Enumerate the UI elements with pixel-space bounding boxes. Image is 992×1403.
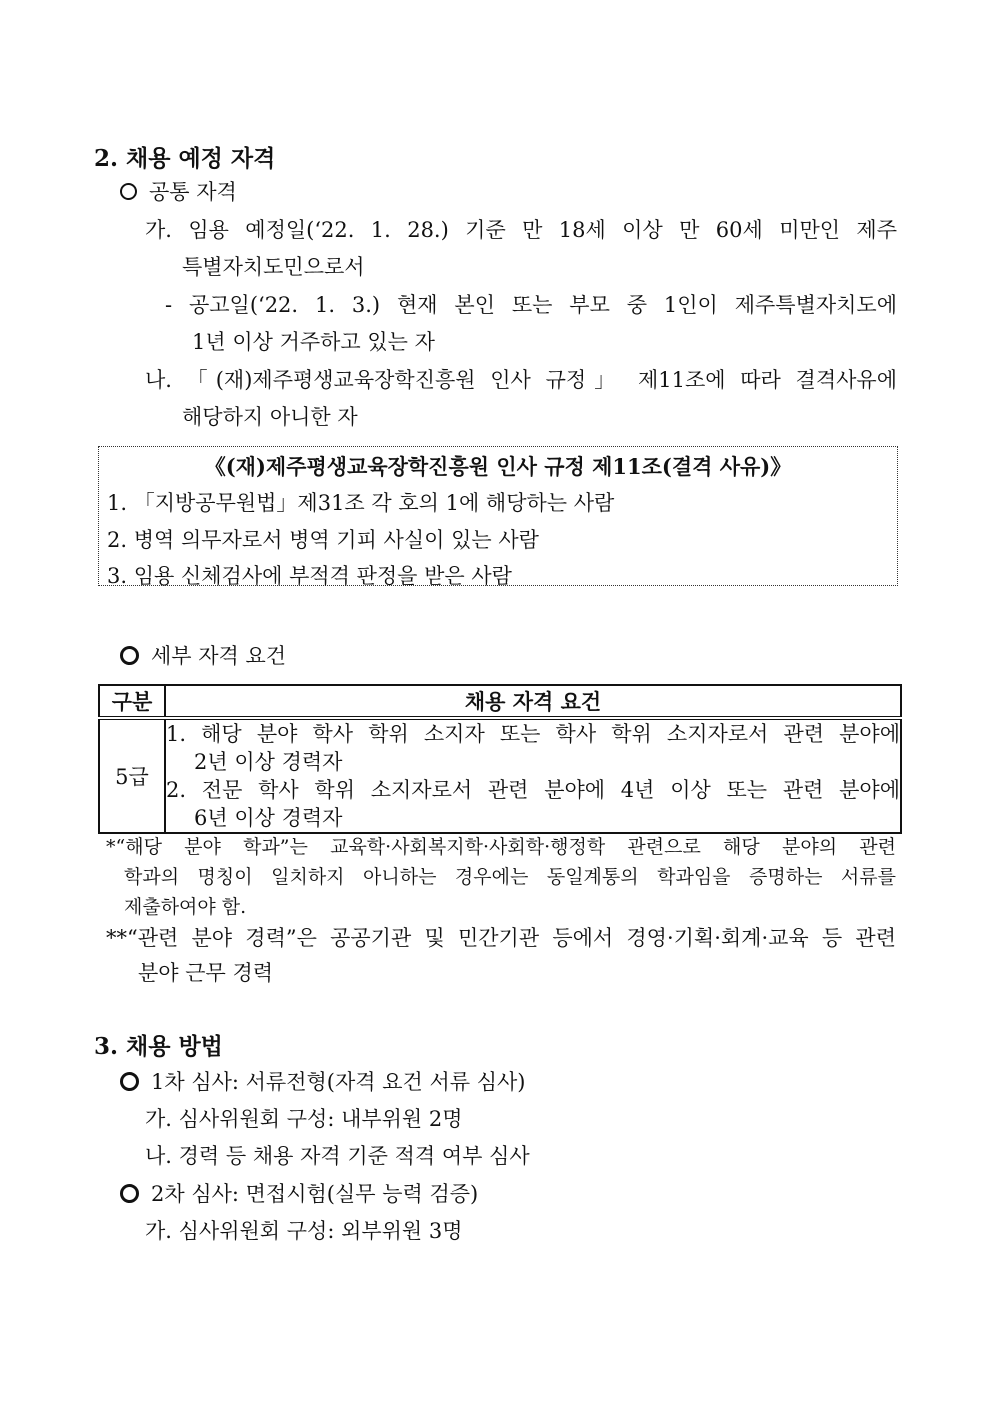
note2-line2: 분야 근무 경력 bbox=[138, 961, 274, 985]
common-item-b-line1: 나. 「(재)제주평생교육장학진흥원 인사 규정」 제11조에 따라 결격사유에 bbox=[145, 368, 897, 392]
common-item-a-line2: 특별자치도민으로서 bbox=[182, 255, 365, 279]
stage2-item-a: 가. 심사위원회 구성: 외부위원 3명 bbox=[145, 1219, 463, 1243]
requirement-1-line1: 1. 해당 분야 학사 학위 소지자 또는 학사 학위 소지자로서 관련 분야에 bbox=[166, 722, 900, 746]
table-header-row bbox=[99, 685, 901, 718]
stage2-label bbox=[120, 1178, 478, 1208]
common-qualification-label bbox=[120, 176, 237, 206]
hollow-circle-bullet-icon bbox=[120, 183, 137, 200]
stage1-label-text: 1차 심사: 서류전형(자격 요건 서류 심사) bbox=[151, 1070, 526, 1094]
common-item-b-line2: 해당하지 아니한 자 bbox=[182, 405, 358, 429]
hollow-circle-bullet-icon bbox=[120, 1184, 139, 1203]
common-sub-line2: 1년 이상 거주하고 있는 자 bbox=[192, 330, 435, 354]
stage1-item-a: 가. 심사위원회 구성: 내부위원 2명 bbox=[145, 1107, 463, 1131]
note2-line1: **“관련 분야 경력”은 공공기관 및 민간기관 등에서 경영·기획·회계·교육 등 관련 bbox=[106, 926, 896, 950]
note1-line2: 학과의 명칭이 일치하지 아니하는 경우에는 동일계통의 학과임을 증명하는 서류를 bbox=[124, 866, 896, 888]
note1-line1: *“해당 분야 학과”는 교육학·사회복지학·사회학·행정학 관련으로 해당 분야의 관련 bbox=[106, 836, 896, 858]
regulation-box-title: 《(재)제주평생교육장학진흥원 인사 규정 제11조(결격 사유)》 bbox=[204, 454, 792, 479]
table-header-category: 구분 bbox=[99, 685, 165, 718]
detail-label-text: 세부 자격 요건 bbox=[151, 644, 287, 668]
qualification-table bbox=[98, 684, 902, 834]
stage2-label-text: 2차 심사: 면접시험(실무 능력 검증) bbox=[151, 1182, 479, 1206]
hollow-circle-bullet-icon bbox=[120, 1072, 139, 1091]
note1-line3: 제출하여야 함. bbox=[124, 896, 247, 918]
common-label-text: 공통 자격 bbox=[149, 180, 237, 204]
stage1-label bbox=[120, 1066, 526, 1096]
detail-qualification-label bbox=[120, 640, 286, 670]
hollow-circle-bullet-icon bbox=[120, 646, 139, 665]
requirement-1-line2: 2년 이상 경력자 bbox=[194, 750, 343, 774]
section3-heading: 3. 채용 방법 bbox=[94, 1033, 223, 1060]
requirement-2-line2: 6년 이상 경력자 bbox=[194, 806, 343, 830]
requirements-cell bbox=[165, 718, 901, 833]
stage1-item-b: 나. 경력 등 채용 자격 기준 적격 여부 심사 bbox=[145, 1144, 530, 1168]
requirement-2-line1: 2. 전문 학사 학위 소지자로서 관련 분야에 4년 이상 또는 관련 분야에 bbox=[166, 778, 900, 802]
table-row bbox=[99, 718, 901, 833]
regulation-item: 3. 임용 신체검사에 부적격 판정을 받은 사람 bbox=[107, 564, 512, 588]
common-item-a-line1: 가. 임용 예정일(‘22. 1. 28.) 기준 만 18세 이상 만 60세 미만인 제주 bbox=[145, 218, 897, 242]
grade-cell: 5급 bbox=[99, 718, 165, 833]
regulation-item: 1. 「지방공무원법」제31조 각 호의 1에 해당하는 사람 bbox=[107, 491, 615, 515]
table-header-requirements: 채용 자격 요건 bbox=[165, 685, 901, 718]
common-sub-line1: - 공고일(‘22. 1. 3.) 현재 본인 또는 부모 중 1인이 제주특별자치도에 bbox=[165, 293, 897, 317]
section2-heading: 2. 채용 예정 자격 bbox=[94, 145, 276, 172]
regulation-box bbox=[98, 446, 898, 586]
regulation-item: 2. 병역 의무자로서 병역 기피 사실이 있는 사람 bbox=[107, 528, 539, 552]
